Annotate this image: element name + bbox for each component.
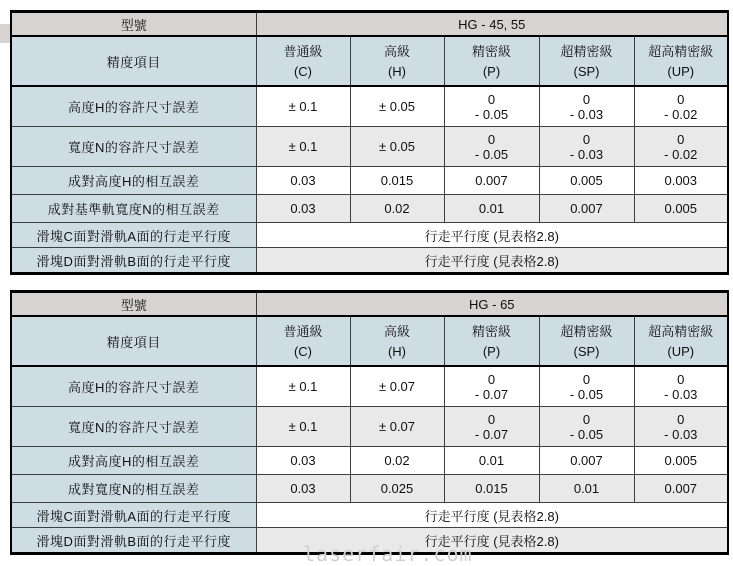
value-cell: ± 0.07 bbox=[350, 366, 444, 407]
table-row bbox=[11, 223, 728, 248]
tolerance-lower: - 0.02 bbox=[664, 106, 698, 122]
grade-name: 精密級 bbox=[471, 44, 511, 59]
grade-cell bbox=[539, 36, 634, 86]
value-cell: ± 0.1 bbox=[256, 366, 350, 407]
tolerance-upper: 0 bbox=[582, 371, 591, 387]
grade-code: (H) bbox=[387, 344, 407, 359]
grade-header-row bbox=[11, 36, 728, 86]
value-cell: 0.005 bbox=[634, 447, 728, 475]
row-label: 寬度N的容許尺寸誤差 bbox=[11, 407, 256, 447]
row-label: 成對高度H的相互誤差 bbox=[11, 447, 256, 475]
grade-cell bbox=[444, 36, 539, 86]
value-cell bbox=[444, 127, 539, 167]
value-cell bbox=[539, 127, 634, 167]
item-label-cell: 精度項目 bbox=[11, 36, 256, 86]
table-row bbox=[11, 86, 728, 127]
tolerance-upper: 0 bbox=[487, 91, 496, 107]
grade-name: 高級 bbox=[383, 324, 410, 339]
grade-name: 高級 bbox=[383, 44, 410, 59]
grade-cell bbox=[256, 36, 350, 86]
grade-name: 超高精密級 bbox=[648, 44, 714, 59]
row-label: 高度H的容許尺寸誤差 bbox=[11, 86, 256, 127]
tolerance-lower: - 0.07 bbox=[474, 386, 509, 402]
value-cell bbox=[539, 407, 634, 447]
watermark: laserfair.com bbox=[303, 542, 473, 566]
value-cell: 0.007 bbox=[539, 447, 634, 475]
model-value-cell: HG - 45, 55 bbox=[256, 12, 728, 37]
grade-name: 普通級 bbox=[283, 324, 323, 339]
grade-name: 精密級 bbox=[471, 324, 511, 339]
model-row bbox=[11, 12, 728, 37]
tolerance-lower: - 0.03 bbox=[664, 426, 698, 442]
grade-name: 超精密級 bbox=[560, 44, 613, 59]
table-row bbox=[11, 447, 728, 475]
tolerance-upper: 0 bbox=[582, 131, 591, 147]
table-row bbox=[11, 195, 728, 223]
value-cell: ± 0.05 bbox=[350, 86, 444, 127]
value-cell: 0.02 bbox=[350, 195, 444, 223]
grade-code: (P) bbox=[482, 344, 501, 359]
value-cell: 0.007 bbox=[539, 195, 634, 223]
value-cell: ± 0.07 bbox=[350, 407, 444, 447]
tolerance-lower: - 0.05 bbox=[474, 106, 509, 122]
value-cell: 0.03 bbox=[256, 167, 350, 195]
model-value-cell: HG - 65 bbox=[256, 292, 728, 317]
value-cell: 0.02 bbox=[350, 447, 444, 475]
row-label: 寬度N的容許尺寸誤差 bbox=[11, 127, 256, 167]
value-cell bbox=[634, 86, 728, 127]
row-label: 滑塊C面對滑軌A面的行走平行度 bbox=[11, 503, 256, 528]
grade-code: (SP) bbox=[573, 344, 600, 359]
grade-code: (C) bbox=[293, 64, 313, 79]
value-cell: ± 0.1 bbox=[256, 127, 350, 167]
tolerance-upper: 0 bbox=[487, 371, 496, 387]
value-cell: ± 0.05 bbox=[350, 127, 444, 167]
grade-cell bbox=[350, 316, 444, 366]
value-cell bbox=[539, 366, 634, 407]
parallelism-cell: 行走平行度 (見表格2.8) bbox=[256, 528, 728, 554]
grade-code: (P) bbox=[482, 64, 501, 79]
value-cell: 0.003 bbox=[634, 167, 728, 195]
parallelism-cell: 行走平行度 (見表格2.8) bbox=[256, 248, 728, 274]
tolerance-lower: - 0.03 bbox=[664, 386, 698, 402]
value-cell: 0.005 bbox=[539, 167, 634, 195]
model-label-cell: 型號 bbox=[11, 292, 256, 317]
value-cell: 0.03 bbox=[256, 195, 350, 223]
grade-code: (UP) bbox=[667, 344, 695, 359]
scan-artifact bbox=[0, 24, 10, 43]
grade-code: (UP) bbox=[667, 64, 695, 79]
tolerance-lower: - 0.05 bbox=[474, 146, 509, 162]
tolerance-lower: - 0.05 bbox=[569, 426, 604, 442]
tolerance-lower: - 0.02 bbox=[664, 146, 698, 162]
value-cell: 0.01 bbox=[444, 447, 539, 475]
tolerance-upper: 0 bbox=[582, 91, 591, 107]
value-cell bbox=[634, 407, 728, 447]
parallelism-cell: 行走平行度 (見表格2.8) bbox=[256, 503, 728, 528]
value-cell bbox=[444, 407, 539, 447]
tolerance-lower: - 0.03 bbox=[569, 106, 604, 122]
value-cell: 0.005 bbox=[634, 195, 728, 223]
tolerance-upper: 0 bbox=[582, 411, 591, 427]
parallelism-cell: 行走平行度 (見表格2.8) bbox=[256, 223, 728, 248]
tolerance-upper: 0 bbox=[487, 131, 496, 147]
grade-cell bbox=[634, 36, 728, 86]
value-cell: 0.03 bbox=[256, 447, 350, 475]
table-row bbox=[11, 366, 728, 407]
model-row bbox=[11, 292, 728, 317]
value-cell: 0.015 bbox=[350, 167, 444, 195]
grade-cell bbox=[350, 36, 444, 86]
tolerance-lower: - 0.05 bbox=[569, 386, 604, 402]
value-cell: 0.03 bbox=[256, 475, 350, 503]
value-cell bbox=[444, 86, 539, 127]
value-cell: 0.007 bbox=[444, 167, 539, 195]
value-cell: 0.01 bbox=[444, 195, 539, 223]
value-cell bbox=[634, 366, 728, 407]
grade-cell bbox=[634, 316, 728, 366]
accuracy-table-hg45-55 bbox=[10, 10, 729, 275]
grade-name: 超高精密級 bbox=[648, 324, 714, 339]
grade-cell bbox=[444, 316, 539, 366]
item-label-cell: 精度項目 bbox=[11, 316, 256, 366]
row-label: 滑塊C面對滑軌A面的行走平行度 bbox=[11, 223, 256, 248]
value-cell: 0.025 bbox=[350, 475, 444, 503]
table-row bbox=[11, 248, 728, 274]
value-cell: ± 0.1 bbox=[256, 407, 350, 447]
grade-header-row bbox=[11, 316, 728, 366]
grade-cell bbox=[539, 316, 634, 366]
value-cell: 0.01 bbox=[539, 475, 634, 503]
grade-name: 超精密級 bbox=[560, 324, 613, 339]
tolerance-lower: - 0.03 bbox=[569, 146, 604, 162]
value-cell: ± 0.1 bbox=[256, 86, 350, 127]
accuracy-table-hg65 bbox=[10, 290, 729, 555]
value-cell bbox=[634, 127, 728, 167]
value-cell: 0.015 bbox=[444, 475, 539, 503]
table-row bbox=[11, 407, 728, 447]
tolerance-upper: 0 bbox=[677, 91, 685, 107]
grade-name: 普通級 bbox=[283, 44, 323, 59]
grade-code: (SP) bbox=[573, 64, 600, 79]
row-label: 滑塊D面對滑軌B面的行走平行度 bbox=[11, 248, 256, 274]
table-row bbox=[11, 475, 728, 503]
row-label: 成對基準軌寬度N的相互誤差 bbox=[11, 195, 256, 223]
row-label: 成對寬度N的相互誤差 bbox=[11, 475, 256, 503]
grade-code: (C) bbox=[293, 344, 313, 359]
model-label-cell: 型號 bbox=[11, 12, 256, 37]
value-cell: 0.007 bbox=[634, 475, 728, 503]
tolerance-upper: 0 bbox=[677, 411, 685, 427]
table-row bbox=[11, 167, 728, 195]
row-label: 滑塊D面對滑軌B面的行走平行度 bbox=[11, 528, 256, 554]
grade-cell bbox=[256, 316, 350, 366]
value-cell bbox=[444, 366, 539, 407]
table-row bbox=[11, 127, 728, 167]
tolerance-lower: - 0.07 bbox=[474, 426, 509, 442]
row-label: 成對高度H的相互誤差 bbox=[11, 167, 256, 195]
tolerance-upper: 0 bbox=[677, 131, 685, 147]
value-cell bbox=[539, 86, 634, 127]
grade-code: (H) bbox=[387, 64, 407, 79]
row-label: 高度H的容許尺寸誤差 bbox=[11, 366, 256, 407]
tolerance-upper: 0 bbox=[487, 411, 496, 427]
tolerance-upper: 0 bbox=[677, 371, 685, 387]
table-row bbox=[11, 503, 728, 528]
